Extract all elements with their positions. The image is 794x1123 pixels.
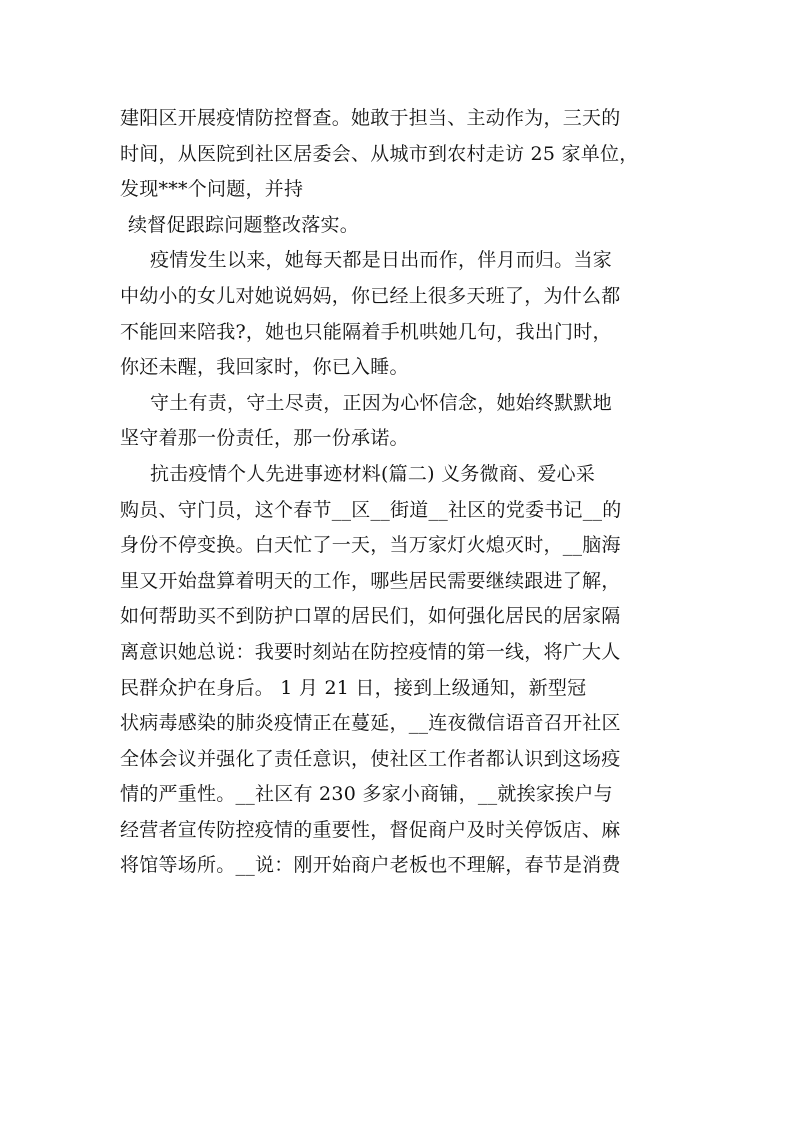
text-line: 将馆等场所。__说：刚开始商户老板也不理解，春节是消费 <box>120 854 621 877</box>
text-line: 不能回来陪我?，她也只能隔着手机哄她几句，我出门时， <box>120 320 612 343</box>
text-line: 民群众护在身后。 1 月 21 日，接到上级通知，新型冠 <box>120 676 587 699</box>
text-line: 身份不停变换。白天忙了一天，当万家灯火熄灭时，__脑海 <box>120 534 621 557</box>
text-line: 离意识她总说：我要时刻站在防控疫情的第一线，将广大人 <box>120 640 621 663</box>
paragraph-start: 抗击疫情个人先进事迹材料(篇二) 义务微商、爱心采 <box>150 462 596 485</box>
text-line: 全体会议并强化了责任意识，使社区工作者都认识到这场疫 <box>120 747 621 770</box>
text-line: 建阳区开展疫情防控督查。她敢于担当、主动作为，三天的 <box>120 107 621 129</box>
text-line: 如何帮助买不到防护口罩的居民们，如何强化居民的居家隔 <box>120 605 621 628</box>
text-line: 坚守着那一份责任，那一份承诺。 <box>120 427 409 450</box>
text-line: 状病毒感染的肺炎疫情正在蔓延，__连夜微信语音召开社区 <box>120 712 621 735</box>
text-line: 里又开始盘算着明天的工作，哪些居民需要继续跟进了解， <box>120 569 621 592</box>
text-line: 时间，从医院到社区居委会、从城市到农村走访 25 家单位， <box>120 142 639 165</box>
text-line: 续督促跟踪问题整改落实。 <box>128 213 360 236</box>
paragraph-start: 守土有责，守土尽责，正因为心怀信念，她始终默默地 <box>150 391 613 414</box>
text-line: 情的严重性。__社区有 230 多家小商铺，__就挨家挨户与 <box>120 783 613 806</box>
text-line: 购员、守门员，这个春节__区__街道__社区的党委书记__的 <box>120 498 622 521</box>
text-line: 中幼小的女儿对她说妈妈，你已经上很多天班了，为什么都 <box>120 284 621 307</box>
paragraph-start: 疫情发生以来，她每天都是日出而作，伴月而归。当家 <box>150 249 613 272</box>
text-line: 发现***个问题，并持 <box>120 178 304 201</box>
text-line: 经营者宣传防控疫情的重要性，督促商户及时关停饭店、麻 <box>120 818 621 841</box>
text-line: 你还未醒，我回家时，你已入睡。 <box>120 356 409 379</box>
document-body <box>120 101 680 884</box>
